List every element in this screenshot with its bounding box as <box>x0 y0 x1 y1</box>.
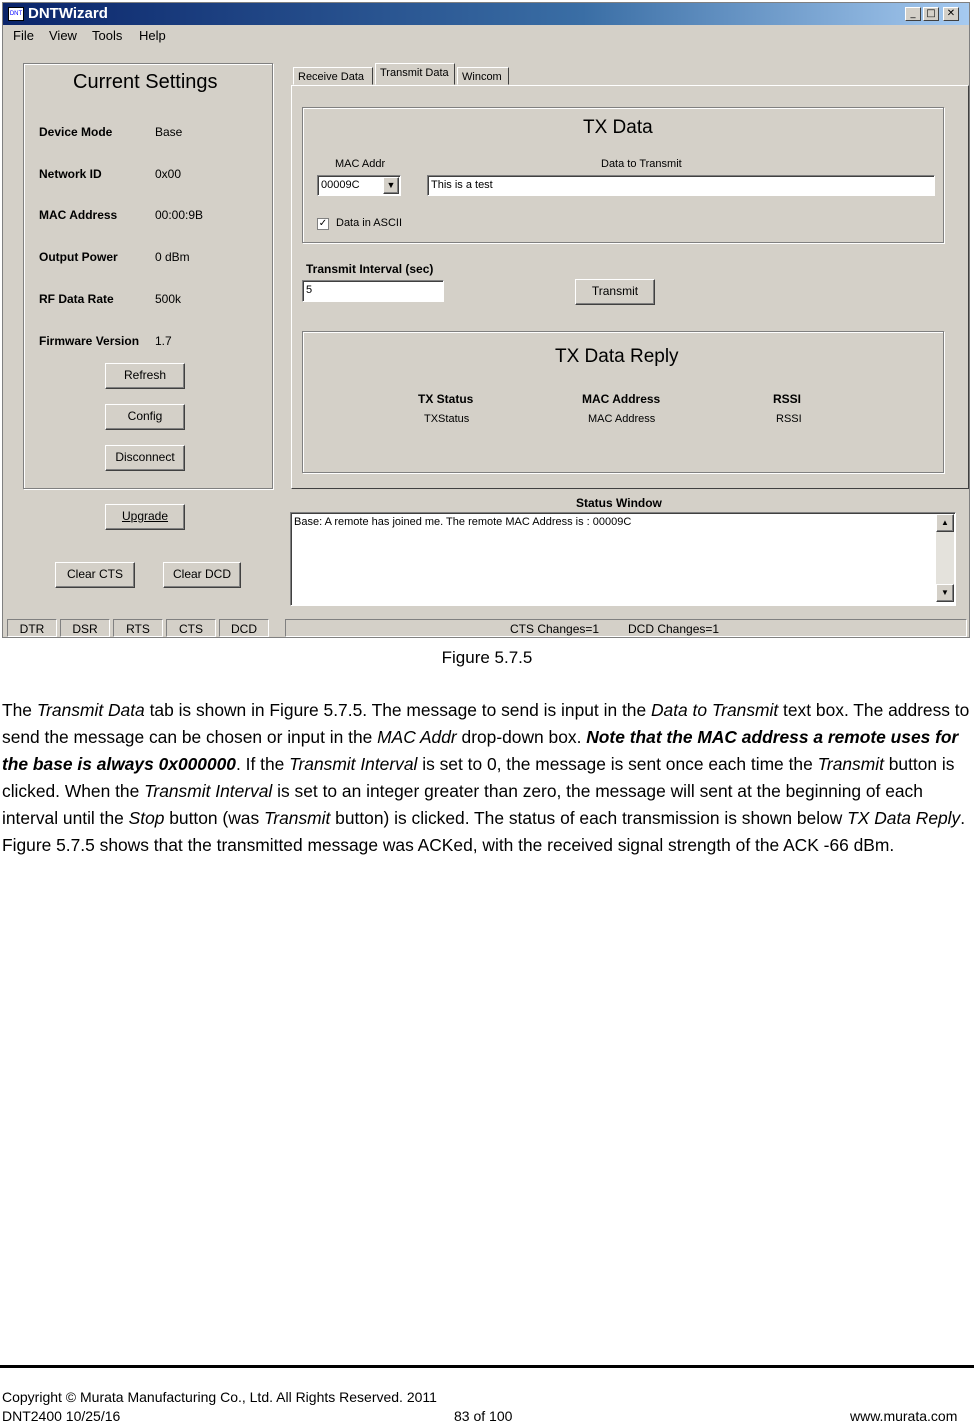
menu-help[interactable]: Help <box>139 28 166 43</box>
data-in-ascii-label: Data in ASCII <box>336 217 403 229</box>
minimize-button[interactable]: _ <box>905 7 921 21</box>
status-window-text: Base: A remote has joined me. The remote MAC Address is : 00009C <box>294 516 632 528</box>
window-title: DNTWizard <box>28 5 108 22</box>
body-paragraph: The Transmit Data tab is shown in Figure 5.7.5. The message to send is input in the Data to Transmit text box. The address to send the message can be chosen or input in the MAC Addr drop-down box. Note that the MAC address a remote uses for the base is always 0x000000. If the Transmit Interval is set to 0, the message is sent once each time the Transmit button is clicked. When the Transmit Interval is set to an integer greater than zero, the message will sent at the beginning of each interval until the Stop button (was Transmit button) is clicked. The status of each transmission is shown below TX Data Reply. Figure 5.7.5 shows that the transmitted message was ACKed, with the received signal strength of the ACK -66 dBm. <box>2 700 970 855</box>
app-icon: DNT <box>8 7 24 21</box>
tab-receive-data[interactable]: Receive Data <box>293 67 373 85</box>
tx-data-reply-title: TX Data Reply <box>555 346 679 367</box>
tx-status-value: TXStatus <box>424 413 470 425</box>
firmware-version-label: Firmware Version <box>39 334 140 348</box>
mac-address-value-reply: MAC Address <box>588 413 656 425</box>
transmit-button[interactable]: Transmit <box>575 279 655 305</box>
menu-tools[interactable]: Tools <box>92 28 123 43</box>
rf-data-rate-value: 500k <box>155 292 182 306</box>
menu-view[interactable]: View <box>49 28 77 43</box>
rssi-value: RSSI <box>776 413 802 425</box>
device-mode-label: Device Mode <box>39 125 113 139</box>
transmit-interval-label: Transmit Interval (sec) <box>306 262 434 276</box>
upgrade-button[interactable]: Upgrade <box>105 504 185 530</box>
clear-cts-button[interactable]: Clear CTS <box>55 562 135 588</box>
refresh-button[interactable]: Refresh <box>105 363 185 389</box>
tab-wincom[interactable]: Wincom <box>457 67 509 85</box>
mac-address-label: MAC Address <box>39 208 118 222</box>
status-rts: RTS <box>113 619 163 637</box>
chevron-down-icon[interactable]: ▼ <box>383 177 399 194</box>
network-id-value: 0x00 <box>155 167 182 181</box>
firmware-version-value: 1.7 <box>155 334 172 348</box>
footer-url[interactable]: www.murata.com <box>850 1408 958 1424</box>
disconnect-button[interactable]: Disconnect <box>105 445 185 471</box>
scroll-up-icon[interactable]: ▲ <box>936 514 954 532</box>
status-window[interactable] <box>290 512 956 606</box>
current-settings-title: Current Settings <box>73 71 218 93</box>
status-changes <box>285 619 967 637</box>
dntwizard-window <box>2 2 970 638</box>
mac-addr-value: 00009C <box>321 179 360 191</box>
output-power-value: 0 dBm <box>155 250 190 264</box>
menu-bar <box>3 25 969 47</box>
dcd-changes: DCD Changes=1 <box>628 622 720 636</box>
data-in-ascii-checkbox[interactable]: ✓ <box>318 218 328 229</box>
network-id-label: Network ID <box>39 167 102 181</box>
cts-changes: CTS Changes=1 <box>510 622 600 636</box>
transmit-interval-input[interactable]: 5 <box>302 280 444 302</box>
rf-data-rate-label: RF Data Rate <box>39 292 114 306</box>
status-scrollbar[interactable] <box>936 514 954 602</box>
status-dsr: DSR <box>60 619 110 637</box>
mac-addr-dropdown[interactable] <box>317 175 401 196</box>
menu-file[interactable]: File <box>13 28 34 43</box>
rssi-header: RSSI <box>773 392 802 406</box>
status-dtr: DTR <box>7 619 57 637</box>
mac-address-header: MAC Address <box>582 392 661 406</box>
status-window-title: Status Window <box>576 496 662 510</box>
mac-addr-label: MAC Addr <box>335 158 386 170</box>
figure-caption: Figure 5.7.5 <box>441 648 533 667</box>
title-bar[interactable] <box>3 3 969 25</box>
output-power-label: Output Power <box>39 250 118 264</box>
tab-transmit-data[interactable]: Transmit Data <box>375 63 455 85</box>
footer-page-number: 83 of 100 <box>454 1408 513 1424</box>
status-dcd: DCD <box>219 619 269 637</box>
status-cts: CTS <box>166 619 216 637</box>
footer-doc-id: DNT2400 10/25/16 <box>2 1408 121 1424</box>
maximize-button[interactable]: □ <box>923 7 939 21</box>
device-mode-value: Base <box>155 125 183 139</box>
footer-rule <box>0 1365 974 1368</box>
data-to-transmit-input[interactable]: This is a test <box>427 175 935 196</box>
mac-address-value: 00:00:9B <box>155 208 204 222</box>
footer-copyright: Copyright © Murata Manufacturing Co., Ltd. All Rights Reserved. 2011 <box>2 1389 437 1405</box>
tx-status-header: TX Status <box>418 392 474 406</box>
clear-dcd-button[interactable]: Clear DCD <box>163 562 241 588</box>
close-button[interactable]: ✕ <box>943 7 959 21</box>
data-to-transmit-label: Data to Transmit <box>601 158 682 170</box>
config-button[interactable]: Config <box>105 404 185 430</box>
scroll-down-icon[interactable]: ▼ <box>936 584 954 602</box>
tx-data-title: TX Data <box>583 117 653 138</box>
